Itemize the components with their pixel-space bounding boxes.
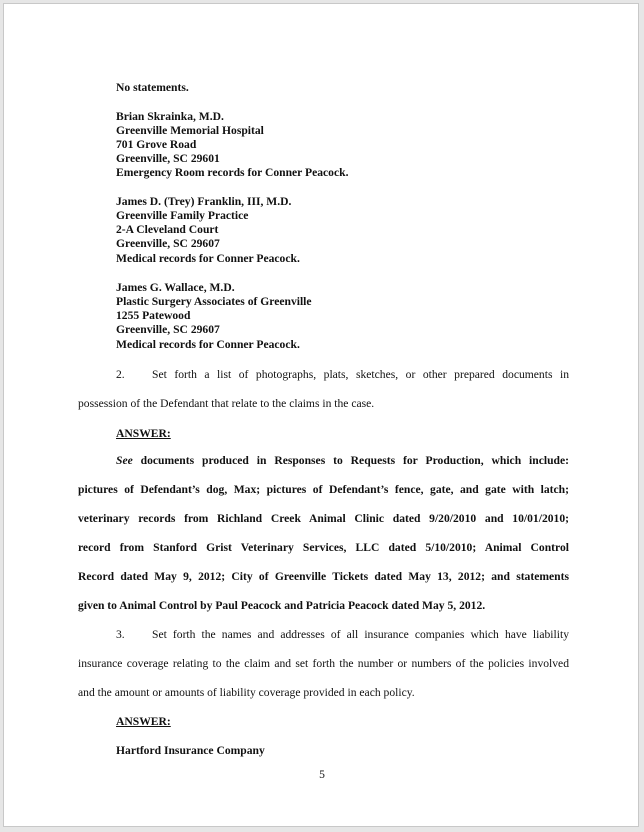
see-italic: See xyxy=(116,454,133,467)
answer-text: pictures of Defendant’s dog, Max; pictures of Defendant’s fence, gate, and gate with latch; xyxy=(78,483,569,496)
provider-org: Greenville Memorial Hospital xyxy=(116,124,264,137)
provider-name: Brian Skrainka, M.D. xyxy=(116,110,224,123)
provider-records: Medical records for Conner Peacock. xyxy=(116,252,300,265)
provider-name: James G. Wallace, M.D. xyxy=(116,281,235,294)
provider-street: 2-A Cleveland Court xyxy=(116,223,219,236)
answer-label: ANSWER: xyxy=(116,427,171,440)
provider-name: James D. (Trey) Franklin, III, M.D. xyxy=(116,195,292,208)
answer-text-rest: documents produced in Responses to Requests for Production, which include: xyxy=(132,454,569,467)
question-number: 3. xyxy=(116,628,125,641)
answer-text: Record dated May 9, 2012; City of Greenville Tickets dated May 13, 2012; and statements xyxy=(78,570,569,583)
question-text: Set forth a list of photographs, plats, sketches, or other prepared documents in xyxy=(152,368,569,381)
answer-text: Hartford Insurance Company xyxy=(116,744,265,757)
question-text: insurance coverage relating to the claim and set forth the number or numbers of the policies involved xyxy=(78,657,569,670)
answer-text: veterinary records from Richland Creek Animal Clinic dated 9/20/2010 and 10/01/2010; xyxy=(78,512,569,525)
document-page xyxy=(3,3,639,827)
answer-label: ANSWER: xyxy=(116,715,171,728)
provider-city: Greenville, SC 29601 xyxy=(116,152,220,165)
question-number: 2. xyxy=(116,368,125,381)
answer-text: record from Stanford Grist Veterinary Services, LLC dated 5/10/2010; Animal Control xyxy=(78,541,569,554)
provider-city: Greenville, SC 29607 xyxy=(116,237,220,250)
no-statements-text: No statements. xyxy=(116,81,189,94)
provider-records: Emergency Room records for Conner Peacock. xyxy=(116,166,349,179)
provider-org: Greenville Family Practice xyxy=(116,209,249,222)
provider-street: 1255 Patewood xyxy=(116,309,191,322)
page-number: 5 xyxy=(319,768,325,781)
answer-text: given to Animal Control by Paul Peacock and Patricia Peacock dated May 5, 2012. xyxy=(78,599,486,612)
answer-text xyxy=(116,454,569,468)
provider-org: Plastic Surgery Associates of Greenville xyxy=(116,295,312,308)
provider-street: 701 Grove Road xyxy=(116,138,197,151)
question-text: possession of the Defendant that relate to the claims in the case. xyxy=(78,397,375,410)
question-text: Set forth the names and addresses of all insurance companies which have liability xyxy=(152,628,569,641)
question-text: and the amount or amounts of liability coverage provided in each policy. xyxy=(78,686,415,699)
provider-city: Greenville, SC 29607 xyxy=(116,323,220,336)
provider-records: Medical records for Conner Peacock. xyxy=(116,338,300,351)
